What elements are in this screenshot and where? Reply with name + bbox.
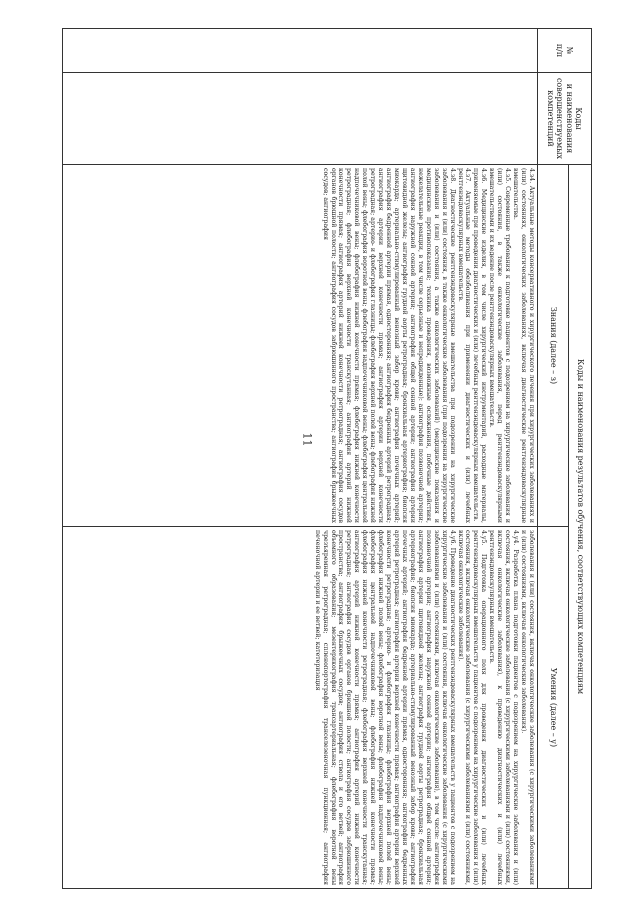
page-number: 11 [300, 432, 314, 447]
competency-table [62, 28, 592, 889]
cell-code [63, 73, 538, 165]
table-row [63, 29, 538, 889]
cell-skills [63, 527, 538, 889]
header-code: Коды и наименования совершенствуемых компетенций [538, 73, 592, 165]
header-row-1 [569, 29, 592, 889]
header-skills: Умения (далее – у) [538, 527, 569, 889]
knowledge-text: 4.з4. Актуальные методы консервативного и хирургического лечения при хирургических заболеваниях и (или) состояниях, онкологических заболеваниях, включая диагностические рентгенэндоваскулярные вмешательства. 4.з5. Современные требования к подготовке пациентов с подозрением на хирургические заболевания и (или) состояния, в также онкологические заболевания, перед рентгенэндоваскулярными вмешательствами и их ведение после рентгенэндоваскулярных вмешательств. 4.з6. Медицинские изделия, в том числе хирургический инструментарий, расходные материалы, применяемые при проведении диагностических и (или) лечебных рентгенэндоваскулярных вмешательств. 4.з7. Актуальные методы обезболивания при применении диагностических и (или) лечебных рентгенэндоваскулярных вмешательств. 4.з8. Диагностические рентгенэндоваскулярные вмешательства при подозрении на хирургические заболевания и (или) состояния, в также онкологические заболевания (при подозрении на хирургические заболевания и (или) состояния, а также онкологических заболеваний) (медицинские показания и медицинские противопоказания; техника проведения, возможные осложнения, побочные действия, нежелательные реакции, в том числе серьезные и непредвиденные): ангиография позвоночной артерии; ангиография наружной сонной артерии; ангиография общей сонной артерии; ангиография артерии щитовидной железы; ангиография грудной аорты ретроградная; бронхиальная артериография; биопсия миокарда; артериально-стимулированный венозный забор крови; ангиография почечных артерий; ангиография бедренной артерии прямая, односторонняя; ангиография бедренных артерий ретроградная; ангиография артерии верхней конечности прямая; ангиография артерии верхней конечности ретроградная; артерио- и флебография глазницы; флебография верхней полой вены; флебография нижней полой вены; флебография воротной вены; флебография надпочечниковой вены; флебография центральной надпочечниковой вены; флебография нижней конечности прямая; флебография нижней конечности ретроградная; флебография верхней конечности транскутанная; ангиография артерий нижней конечности прямая; ангиография артерий нижней конечности ретроградная; ангиография сосудов органов брюшной полости; ангиография сосудов забрюшинного пространства; ангиография брыжеечных сосудов; ангиография [321, 168, 535, 523]
competency-table-rotated [62, 28, 592, 888]
cell-num [63, 29, 538, 73]
header-num: № п/п [538, 29, 592, 73]
header-group: Коды и наименования результатов обучения, соответствующих компетенциям [569, 165, 592, 889]
header-knowledge: Знания (далее – з) [538, 165, 569, 527]
cell-knowledge [63, 165, 538, 527]
skills-text: заболевания и (или) состояния, включая онкологические заболевания (с хирургическими заболеваниями и (или) состояниями, включая онкологические заболевания). 4.у4. Разработка плана подготовки пациентов с подозрением на хирургические заболевания и (или) состояния, включая онкологические заболевания (с хирургическими заболеваниями и (или) состояниями, включая онкологические заболевания), к проведению диагностических и (или) лечебных рентгенэндоваскулярных вмешательств. 4.у5. Подготовка операционного поля для проведения диагностических и (или) лечебных рентгенэндоваскулярных вмешательств у пациентов с подозрением на хирургические заболевания и (или) состояния, включая онкологические заболевания (с хирургическими заболеваниями и (или) состояниями, включая онкологические заболевания). 4.у6. Проведение диагностических рентгенэндоваскулярных вмешательств у пациентов с подозрением на хирургические заболевания и (или) состояния, включая онкологические заболевания (с хирургическими заболеваниями и (или) состояниями, включая онкологические заболевания), в том числе: ангиография позвоночной артерии; ангиография наружной сонной артерии; ангиография общей сонной артерии; ангиография артерии щитовидной железы; ангиография грудной аорты ретроградная; бронхиальная артериография; биопсия миокарда; артериально-стимулированный венозный забор крови; ангиография почечных артерий; ангиография бедренной артерии прямая, односторонняя; ангиография бедренных артерий ретроградная; ангиография артерии верхней конечности прямая; ангиография артерии верхней конечности ретроградная; артерио- и флебография глазницы; флебография верхней полой вены; флебография нижней полой вены; флебография воротной вены; флебография надпочечниковой вены; флебография центральной надпочечниковой вены; флебография нижней конечности прямая; флебография нижней конечности ретроградная; флебография верхней конечности транскутанная; ангиография артерий нижней конечности прямая; ангиография артерий нижней конечности ретроградная; ангиография сосудов органов брюшной полости; ангиография сосудов забрюшинного пространства; ангиография брыжеечных сосудов; ангиография ствола и его ветвей; ангиография объемного образования; мезентерикография трансартериальная; флебография воротной вены чрезъяремная ретроградная; спленопортография транселезеночная пункционная; ангиография печеночной артерии и ее ветвей; катетеризация [313, 530, 535, 885]
